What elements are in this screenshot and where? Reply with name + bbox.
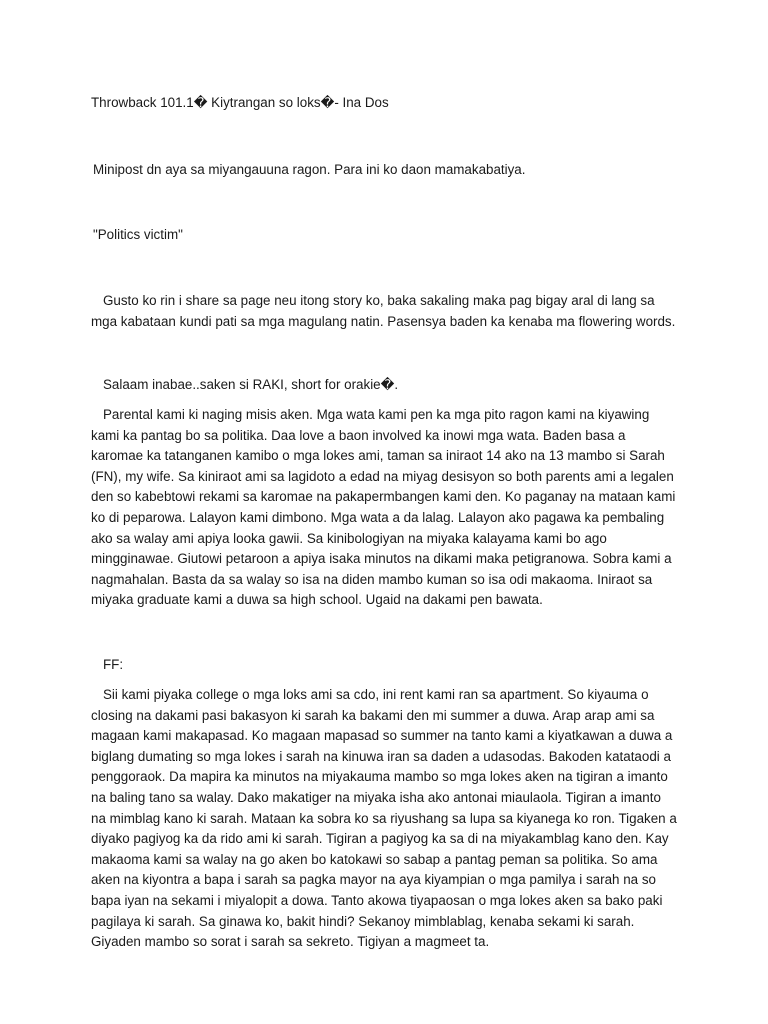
paragraph-3: Parental kami ki naging misis aken. Mga wata kami pen ka mga pito ragon kami na kiyawing kami ka pantag bo sa politika. Daa love a baon involved ka inowi mga wata. Baden basa a karomae ka tatanganen kamibo o mga lokes ami, taman sa iniraot 14 ako na 13 mambo si Sarah (FN), my wife. Sa kiniraot ami sa lagidoto a edad na miyag desisyon so both parents ami a legalen den so kabebtowi rekami sa karomae na pakapermbangen kami den. Ko paganay na mataan kami ko di peparowa. Lalayon kami dimbono. Mga wata a da lalag. Lalayon ako pagawa ka pembaling ako sa walay ami apiya looka gawii. Sa kinibologiyan na miyaka kalayama kami bo ago mingginawae. Giutowi petaroon a apiya isaka minutos na dikami maka petigranowa. Sobra kami a nagmahalan. Basta da sa walay so isa na diden mambo kuman so isa odi makaoma. Iniraot sa miyaka graduate kami a duwa sa high school. Ugaid na dakami pen bawata. — [91, 407, 676, 608]
minipost-line: Minipost dn aya sa miyangauuna ragon. Para ini ko daon mamakabatiya. — [93, 162, 526, 177]
paragraph-2: Salaam inabae..saken si RAKI, short for orakie�. — [103, 377, 399, 392]
paragraph-4: Sii kami piyaka college o mga loks ami sa cdo, ini rent kami ran sa apartment. So kiyauma o closing na dakami pasi bakasyon ki sarah ka bakami den mi summer a duwa. Arap arap ami sa magaan kami makapasad. Ko magaan mapasad so summer na tanto kami a kiyatkawan a duwa a biglang dumating so mga lokes i sarah na kinuwa iran sa daden a udasodas. Bakoden katataodi a penggoraok. Da mapira ka minutos na miyakauma mambo so mga lokes aken na tigiran a imanto na baling tano sa walay. Dako makatiger na miyaka isha ako antonai miaulaola. Tigiran a imanto na mimblag kano ki sarah. Mataan ka sobra ko sa riyushang sa lupa sa kiyanega ko ron. Tigaken a diyako pagiyog ka da rido ami ki sarah. Tigiran a pagiyog ka sa di na miyakamblag kano den. Kay makaoma kami sa walay na go aken bo katokawi so sabap a pantag peman sa politika. So ama aken na kiyontra a bapa i sarah sa pagka mayor na aya kiyampian o mga pamilya i sarah na so bapa iyan na sekami i miyalopit a dowa. Tanto akowa tiyapaosan o mga lokes aken sa bako paki pagilaya ki sarah. Sa ginawa ko, bakit hindi? Sekanoy mimblablag, kenaba sekami ki sarah. Giyaden mambo so sorat i sarah sa sekreto. Tigiyan a magmeet ta. — [91, 687, 677, 950]
paragraph-1: Gusto ko rin i share sa page neu itong story ko, baka sakaling maka pag bigay aral di lang sa mga kabataan kundi pati sa mga magulang natin. Pasensya baden ka kenaba ma flowering words. — [91, 293, 676, 329]
ff-label: FF: — [103, 657, 124, 672]
document-title: Throwback 101.1� Kiytrangan so loks�- Ina Dos — [91, 95, 389, 110]
quote-line: "Politics victim" — [93, 227, 183, 242]
